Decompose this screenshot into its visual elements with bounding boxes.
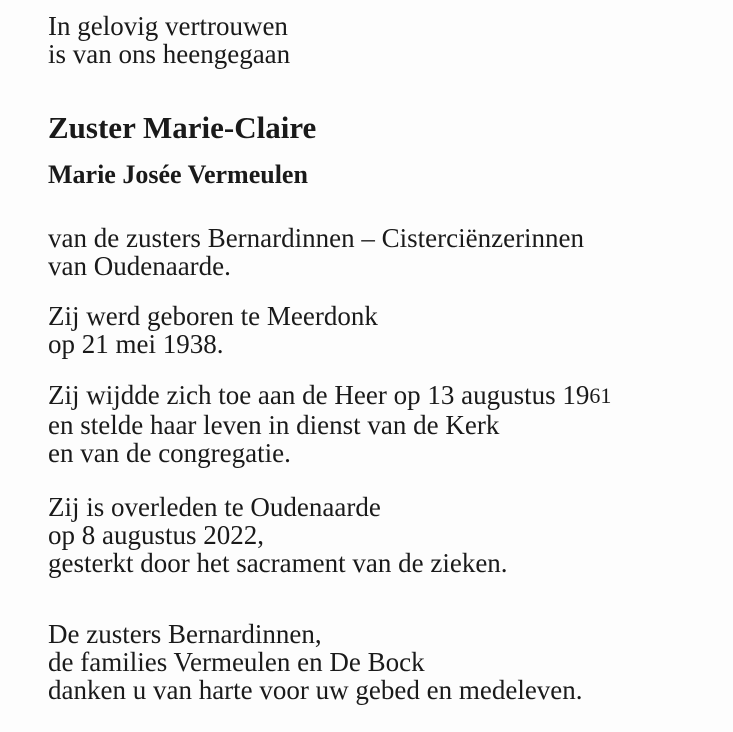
- intro-line-2: is van ons heengegaan: [48, 39, 291, 69]
- birth-line-1: Zij werd geboren te Meerdonk: [48, 301, 378, 331]
- order-line-1: van de zusters Bernardinnen – Cisterciënzerinnen: [48, 223, 585, 253]
- order-line-2: van Oudenaarde.: [48, 251, 231, 281]
- vows-line-2: en stelde haar leven in dienst van de Kerk: [48, 410, 500, 440]
- death-text: [48, 493, 508, 577]
- death-line-2: op 8 augustus 2022,: [48, 520, 264, 550]
- intro-line-1: In gelovig vertrouwen: [48, 11, 288, 41]
- vows-line-3: en van de congregatie.: [48, 438, 291, 468]
- birth-line-2: op 21 mei 1938.: [48, 329, 224, 359]
- death-line-3: gesterkt door het sacrament van de zieken.: [48, 548, 508, 578]
- birth-text: [48, 302, 378, 358]
- civil-name: Marie Josée Vermeulen: [48, 160, 308, 189]
- vows-text: [48, 381, 611, 467]
- death-line-1: Zij is overleden te Oudenaarde: [48, 492, 381, 522]
- thanks-line-3: danken u van harte voor uw gebed en medeleven.: [48, 675, 583, 705]
- thanks-line-1: De zusters Bernardinnen,: [48, 619, 322, 649]
- religious-name: Zuster Marie-Claire: [48, 110, 317, 145]
- intro-text: [48, 12, 290, 68]
- vows-year-correction: 61: [589, 383, 612, 408]
- thanks-line-2: de families Vermeulen en De Bock: [48, 647, 425, 677]
- order-text: [48, 224, 584, 280]
- thanks-text: [48, 620, 583, 704]
- vows-line-1-text: Zij wijdde zich toe aan de Heer op 13 augustus 19: [48, 380, 590, 410]
- vows-line-1: [48, 381, 611, 411]
